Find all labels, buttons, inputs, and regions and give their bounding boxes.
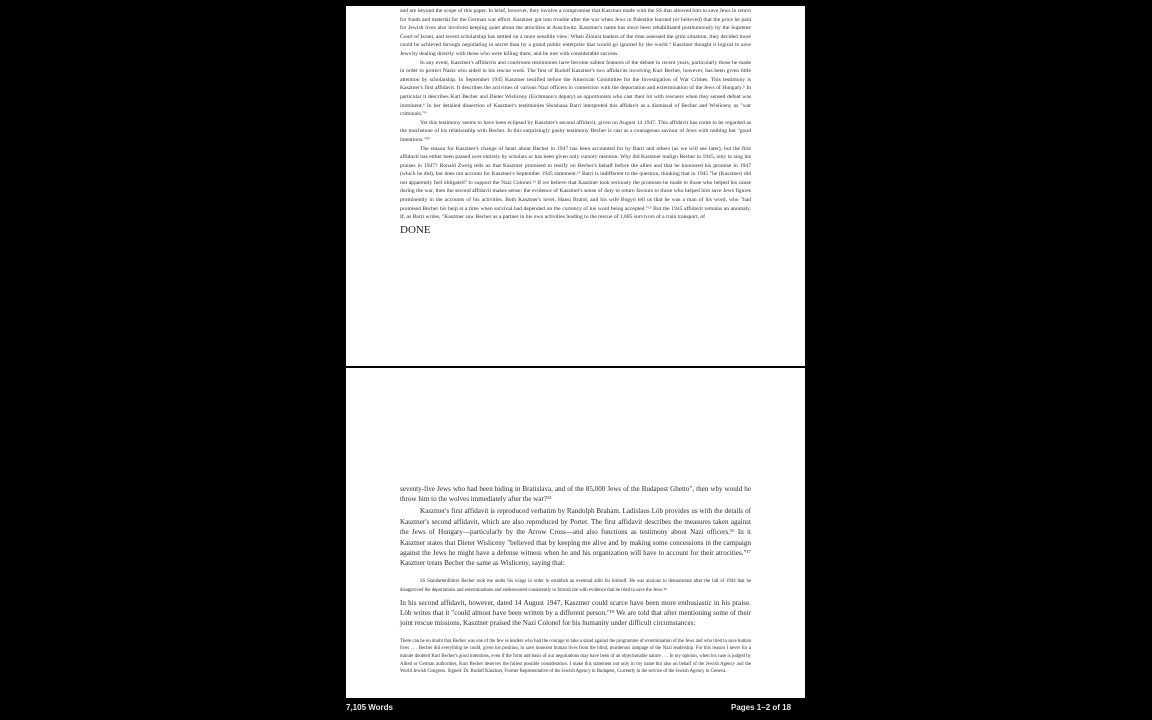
status-bar — [0, 698, 1152, 720]
paragraph: The reason for Kasztner's change of heart about Becher in 1947 has been accounted for by Barri and others (as we will see later), but the first affidavit has either been passed over entirely by scholars or has been given only cursory mention. Why did Kasztner malign Becher in 1945, only to sing his praises in 1947? Ronald Zweig tells us that Kasztner promised to testify on Becher's behalf before the allies and that he honoured his promise in 1947 (which he did), but does not account for Kasztner's September 1945 statement.¹¹ Barri is indifferent to the question, thinking that in 1945 "he (Kasztner) did not apparently feel obligated" to support the Nazi Colonel.¹² If we believe that Kasztner took seriously the promises he made to those who helped his cause during the war, then the second affidavit makes sense: the evidence of Kasztner's sense of duty to return favours to those who helped him save Jews figures prominently in the accounts of his activities. Both Kasztner's lover, Hansi Brand, and his wife Bogyó tell us that he was a man of his word, who "had promised Becher his help at a time when survival had depended on the currency of his word being accepted."¹³ But the 1945 affidavit remains an anomaly. If, as Barri writes, "Kasztner saw Becher as a partner in his own activities leading to the rescue of 1,685 survivors of a train transport, of — [400, 145, 751, 221]
paragraph: Kasztner's first affidavit is reproduced verbatim by Randolph Braham. Ladislaus Löb provides us with the details of Kasztner's second affidavit, which are also reproduced by Porter. The first affidavit describes the measures taken against the Jews of Hungary—particularly by the Arrow Cross—and also functions as testimony about Nazi officers.¹⁶ In it Kasztner states that Dieter Wisliceny "believed that by keeping me alive and by making some concessions in the campaign against the Jews he might have a defense witness when he and his organization will have to account for their atrocities."¹⁷ Kasztner treats Becher the same as Wisliceny, saying that: — [400, 507, 751, 568]
paragraph: Yet this testimony seems to have been eclipsed by Kasztner's second affidavit, given on August 14 1947. This affidavit has come to be regarded as the touchstone of his relationship with Becher. In this surprisingly gushy testimony Becher is cast as a courageous saviour of Jews with nothing but "good intentions."¹⁰ — [400, 119, 751, 143]
block-quote: SS Standartenführer Becher took me under his wings in order to establish an eventual alibi for himself. He was anxious to demonstrate after the fall of 1944 that he disapproved the deportations and exterminations and endeavoured consistently to furnish me with evidence that he tried to save the Jews.¹⁸ — [400, 578, 751, 594]
document-page-2[interactable] — [346, 368, 805, 698]
paragraph: In any event, Kasztner's affidavits and courtroom testimonies have become salient features of the debate in recent years, particularly those he made in order to protect Nazis who aided in his rescue work. The first of Rudolf Kasztner's two affidavits involving Kurt Becher, however, has been given little attention by scholarship. In September 1945 Kasztner testified before the American Committee for the Investigation of War Crimes. This testimony is Kasztner's first affidavit. It describes the activities of various Nazi officers in connection with the deportation and extermination of the Jews of Hungary.⁵ In particular it describes Kurt Becher and Dieter Wisliceny (Eichmann's deputy) as opportunists who cast their lot with rescuers when they sensed defeat was imminent.⁶ In her detailed dissection of Kasztner's testimonies Shoshana Barri interpreted this affidavit as a dismissal of Becher and Wisliceny as "war criminals."⁹ — [400, 59, 751, 118]
page-1-text — [400, 7, 751, 237]
page-count[interactable]: Pages 1–2 of 18 — [731, 703, 792, 712]
paragraph: seventy-five Jews who had been hiding in Bratislava, and of the 85,000 Jews of the Budapest Ghetto", then why would he throw him to the wolves immediately after the war?¹⁵ — [400, 485, 751, 504]
page-2-text — [400, 484, 751, 677]
done-marker: DONE — [400, 223, 431, 236]
word-count[interactable]: 7,105 Words — [346, 703, 393, 712]
paragraph: and are beyond the scope of this paper. In brief, however, they involve a compromise that Kasztner made with the SS that allowed him to save Jews in return for funds and material for the German war effort. Kasztner got into trouble after the war when Jews in Palestine learned (or believed) that the price he paid for Jewish lives also involved keeping quiet about the atrocities at Auschwitz. Kasztner's name has since been rehabilitated posthumously by the Supreme Court of Israel, and recent scholarship has settled on a more sensible view: When Zionist leaders of the time assessed the grim situation, they decided more could be achieved through negotiating in secret than by a grand public enterprise that would go ignored by the world.⁴ Kasztner thought it logical to save Jews by dealing directly with those who were killing them, and he met with considerable success. — [400, 8, 751, 57]
block-quote: There can be no doubt that Becher was one of the few ss leaders who had the courage to take a stand against the programme of extermination of the Jews and who tried to save human lives . . . Becher did everything he could, given his position, to save innocent human lives from the blind, murderous rampage of the Nazi leadership. For this reason I never for a minute doubted Kurt Becher's good intentions, even if the form and basis of our negotiations may have been of an objectionable nature . . . In my opinion, when his case is judged by Allied or German authorities, Kurt Becher deserves the fullest possible consideration. I make this statement not only in my name but also on behalf of the Jewish Agency and the World Jewish Congress. Signed: Dr. Rudolf Kasztner, Former Representative of the Jewish Agency in Budapest, Currently in the service of the Jewish Agency in Geneva. — [400, 638, 751, 675]
document-page-1[interactable] — [346, 6, 805, 366]
paragraph: In his second affidavit, however, dated 14 August 1947, Kasztner could scarce have been more enthusiastic in his praise. Löb writes that it "could almost have been written by a different person."¹⁹ We are told that after mentioning some of their joint rescue missions, Kasztner praised the Nazi Colonel for his humanity under difficult circumstances: — [400, 598, 751, 628]
